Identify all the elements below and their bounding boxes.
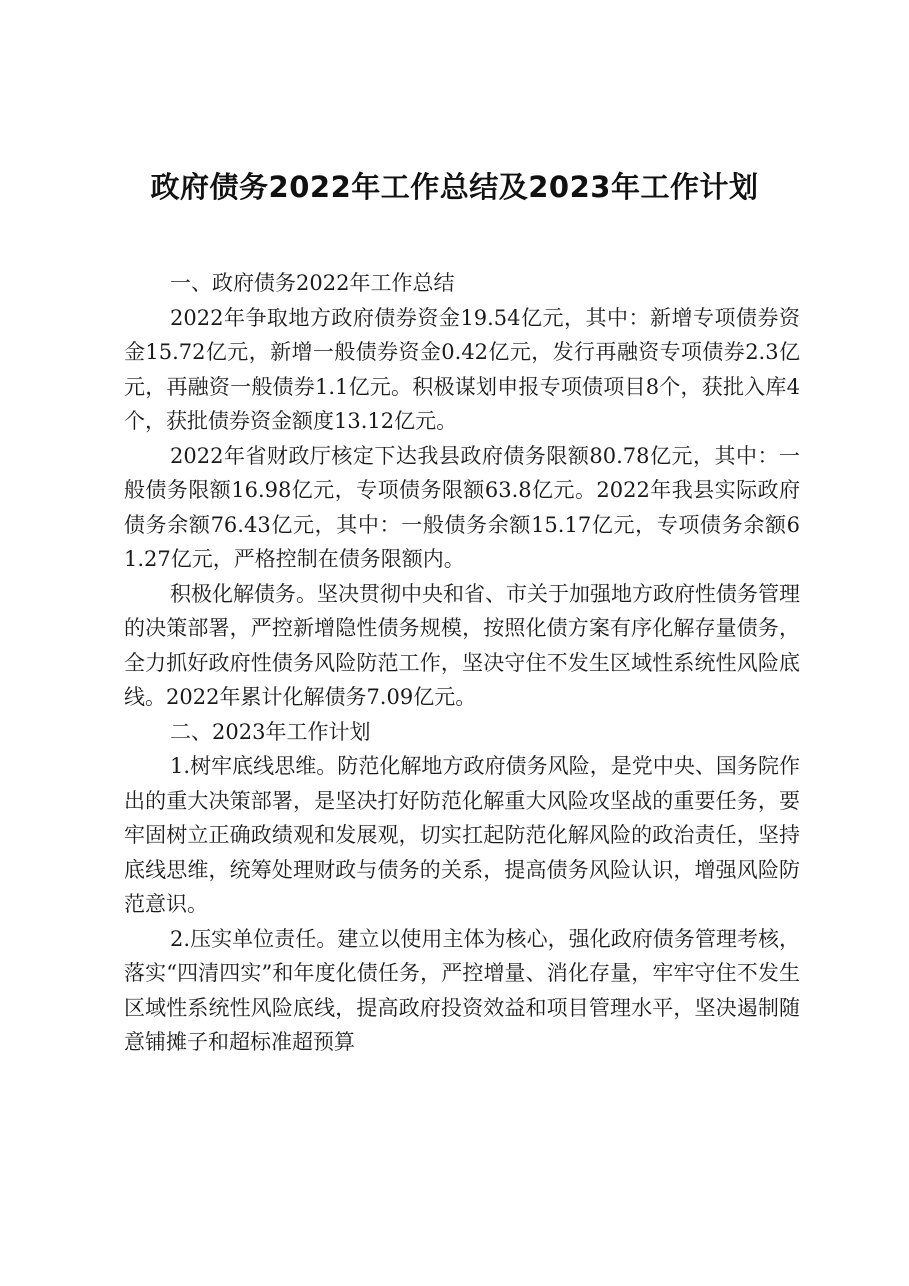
document-title: 政府债务2022年工作总结及2023年工作计划 <box>150 170 759 204</box>
paragraph-bottom-line-thinking: 1.树牢底线思维。防范化解地方政府债务风险，是党中央、国务院作出的重大决策部署，是坚决打好防范化解重大风险攻坚战的重要任务，要牢固树立正确政绩观和发展观，切实扛起防范化解风险的政治责任，坚持底线思维，统筹处理财政与债务的关系，提高债务风险认识，增强风险防范意识。 <box>124 754 800 916</box>
paragraph-debt-resolution: 积极化解债务。坚决贯彻中央和省、市关于加强地方政府性债务管理的决策部署，严控新增隐性债务规模，按照化债方案有序化解存量债务，全力抓好政府性债务风险防范工作，坚决守住不发生区域性系统性风险底线。2022年累计化解债务7.09亿元。 <box>124 581 800 709</box>
paragraph-bond-funds: 2022年争取地方政府债券资金19.54亿元，其中：新增专项债券资金15.72亿元，新增一般债券资金0.42亿元，发行再融资专项债券2.3亿元，再融资一般债券1.1亿元。积极谋划申报专项债项目8个，获批入库4个，获批债券资金额度13.12亿元。 <box>124 305 800 433</box>
document-body <box>124 266 800 1060</box>
section-heading-2023-plan: 二、2023年工作计划 <box>170 719 371 744</box>
section-heading-2022-summary: 一、政府债务2022年工作总结 <box>170 271 455 295</box>
paragraph-unit-responsibility: 2.压实单位责任。建立以使用主体为核心，强化政府债务管理考核，落实“四清四实”和年度化债任务，严控增量、消化存量，牢牢守住不发生区域性系统性风险底线，提高政府投资效益和项目管理水平，坚决遏制随意铺摊子和超标准超预算 <box>124 926 800 1054</box>
paragraph-debt-limit: 2022年省财政厅核定下达我县政府债务限额80.78亿元，其中：一般债务限额16.98亿元，专项债务限额63.8亿元。2022年我县实际政府债务余额76.43亿元，其中：一般债务余额15.17亿元，专项债务余额61.27亿元，严格控制在债务限额内。 <box>124 443 800 571</box>
